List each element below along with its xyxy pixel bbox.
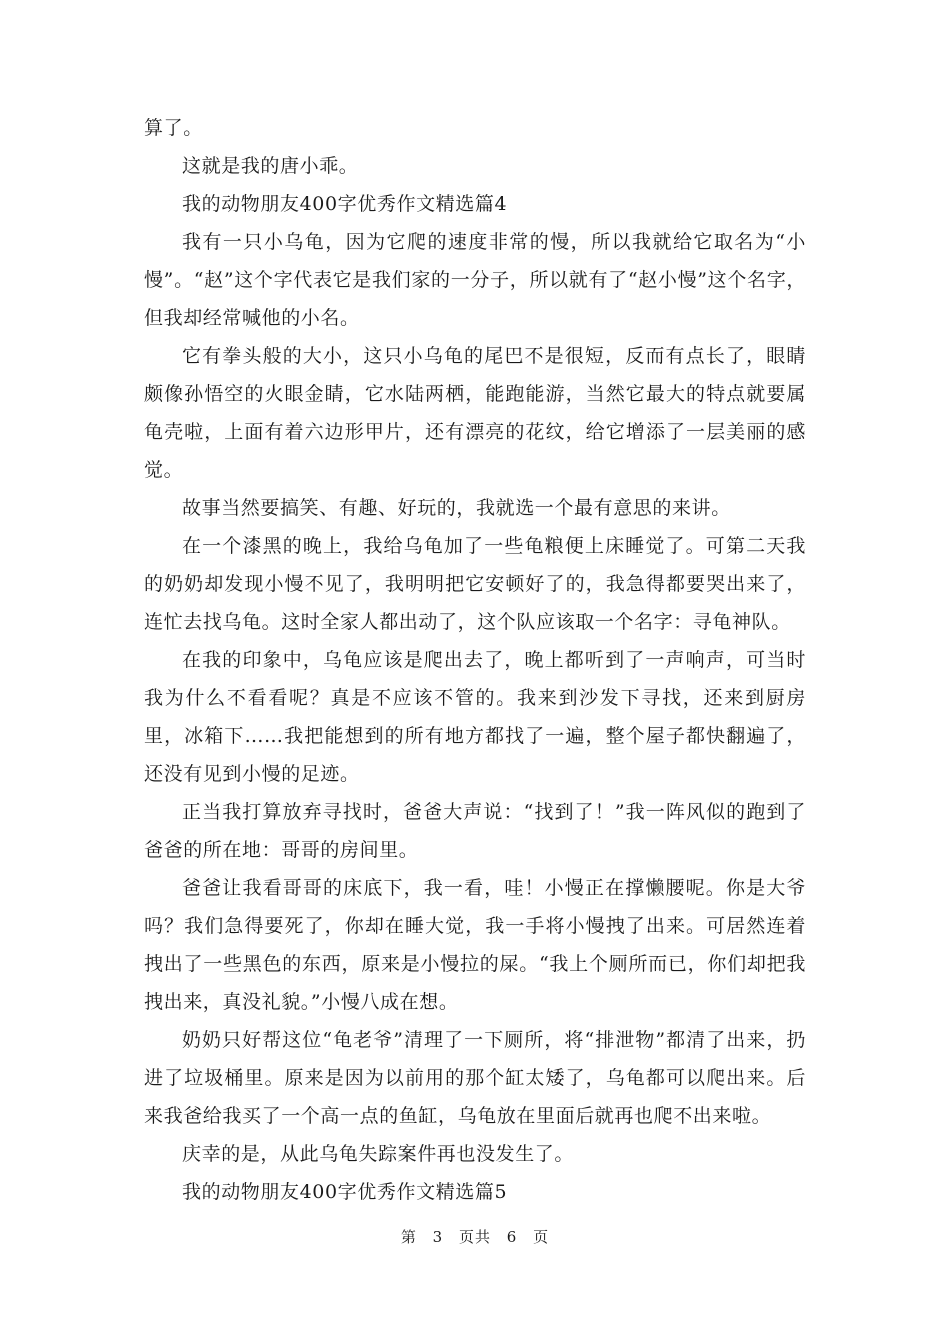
paragraph: 它有拳头般的大小，这只小乌龟的尾巴不是很短，反而有点长了，眼睛颇像孙悟空的火眼金睛，它水陆两栖，能跑能游，当然它最大的特点就要属龟壳啦，上面有着六边形甲片，还有漂亮的花纹，给它增添了一层美丽的感觉。: [144, 345, 806, 481]
paragraph: 故事当然要搞笑、有趣、好玩的，我就选一个最有意思的来讲。: [182, 497, 731, 519]
paragraph: 爸爸让我看哥哥的床底下，我一看，哇！小慢正在撑懒腰呢。你是大爷吗？我们急得要死了，你却在睡大觉，我一手将小慢拽了出来。可居然连着拽出了一些黑色的东西，原来是小慢拉的屎。“我上个厕所而已，你们却把我拽出来，真没礼貌。”小慢八成在想。: [144, 877, 806, 1013]
document-body: [144, 109, 806, 1211]
paragraph-continuation: 算了。: [144, 117, 203, 139]
paragraph: 庆幸的是，从此乌龟失踪案件再也没发生了。: [182, 1143, 575, 1165]
paragraph: 奶奶只好帮这位“龟老爷”清理了一下厕所，将“排泄物”都清了出来，扔进了垃圾桶里。原来是因为以前用的那个缸太矮了，乌龟都可以爬出来。后来我爸给我买了一个高一点的鱼缸，乌龟放在里面后就再也爬不出来啦。: [144, 1029, 806, 1127]
page-number-footer: 第 3 页共 6 页: [400, 1228, 550, 1246]
paragraph: 正当我打算放弃寻找时，爸爸大声说：“找到了！”我一阵风似的跑到了爸爸的所在地：哥哥的房间里。: [144, 801, 806, 861]
section-heading: 我的动物朋友400字优秀作文精选篇5: [182, 1181, 508, 1203]
paragraph: 我有一只小乌龟，因为它爬的速度非常的慢，所以我就给它取名为“小慢”。“赵”这个字代表它是我们家的一分子，所以就有了“赵小慢”这个名字，但我却经常喊他的小名。: [144, 231, 806, 329]
paragraph: 在我的印象中，乌龟应该是爬出去了，晚上都听到了一声响声，可当时我为什么不看看呢？真是不应该不管的。我来到沙发下寻找，还来到厨房里，冰箱下……我把能想到的所有地方都找了一遍，整个屋子都快翻遍了，还没有见到小慢的足迹。: [144, 649, 806, 785]
paragraph: 在一个漆黑的晚上，我给乌龟加了一些龟粮便上床睡觉了。可第二天我的奶奶却发现小慢不见了，我明明把它安顿好了的，我急得都要哭出来了，连忙去找乌龟。这时全家人都出动了，这个队应该取一个名字：寻龟神队。: [144, 535, 806, 633]
section-heading: 我的动物朋友400字优秀作文精选篇4: [182, 193, 508, 215]
paragraph: 这就是我的唐小乖。: [182, 155, 359, 177]
